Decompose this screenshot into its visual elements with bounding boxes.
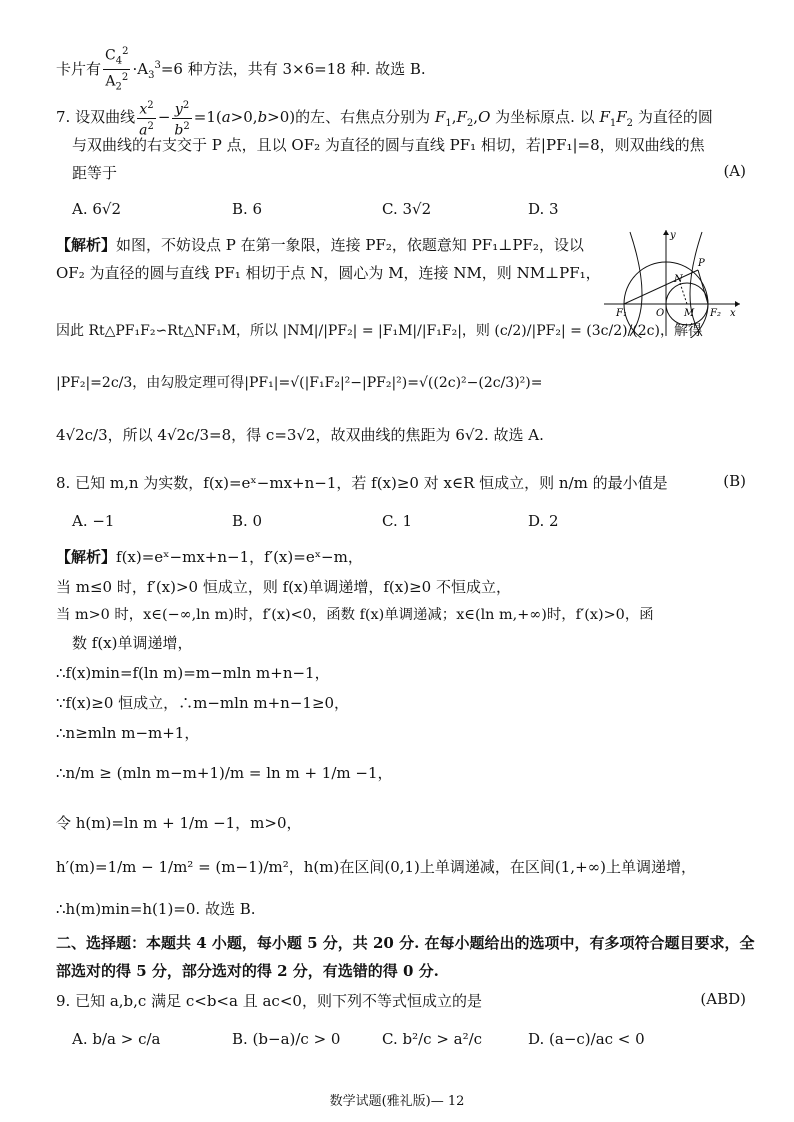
q7-stem-line1: 7. 设双曲线 $\frac{x^2}{a^2}$ − $\frac{y^2}{b^2}$ =1(a>0,b>0)的左、右焦点分别为 $F_1,F_2,O$ 为坐标原点. 以 $F_1F_2$ 为直径的圆 [56, 100, 713, 139]
q9-option-a: A. b/a > c/a [72, 1030, 161, 1048]
q8-option-a: A. −1 [72, 512, 115, 530]
fig-label-f2: F₂ [710, 308, 721, 319]
q8-solution-line10: h′(m)=1/m − 1/m² = (m−1)/m²，h(m)在区间(0,1)上单调递减，在区间(1,+∞)上单调递增， [56, 858, 696, 876]
q8-option-c: C. 1 [382, 512, 413, 530]
page-footer: 数学试题(雅礼版)— 12 [329, 1094, 465, 1109]
q8-solution-line4: 数 f(x)单调递增， [72, 634, 193, 652]
q9-option-c: C. b²/c > a²/c [382, 1030, 483, 1048]
x-axis-arrow [735, 301, 740, 307]
q7-solution-text1: 如图，不妨设点 P 在第一象限，连接 PF₂，依题意知 PF₁⊥PF₂，设以 [116, 236, 584, 254]
q8-solution-line8: ∴n/m ≥ (mln m−m+1)/m = ln m + 1/m −1， [56, 764, 393, 782]
q9-option-b: B. (b−a)/c > 0 [232, 1030, 341, 1048]
line-nm [680, 283, 687, 304]
fig-label-m: M [684, 308, 695, 319]
q8-solution-line9: 令 h(m)=ln m + 1/m −1，m>0， [56, 814, 302, 832]
q8-solution-label: 【解析】 [56, 548, 117, 566]
carryover-line: 卡片有 $\frac{C_4^2}{A_2^2}$ $\cdot A_3^3=6$ 种方法，共有 3×6=18 种. 故选 B. [56, 46, 426, 93]
section2-instructions-line1: 二、选择题：本题共 4 小题，每小题 5 分，共 20 分. 在每小题给出的选项中，有多项符合题目要求，全 [56, 934, 755, 952]
fig-label-p: P [698, 258, 705, 269]
fig-label-y: y [670, 230, 676, 241]
q8-solution-line11: ∴h(m)min=h(1)=0. 故选 B. [56, 900, 256, 918]
q7-solution-line3: 因此 Rt△PF₁F₂∽Rt△NF₁M，所以 |NM|/|PF₂| = |F₁M|/|F₁F₂|，则 (c/2)/|PF₂| = (3c/2)/(2c)，解得 [56, 323, 702, 339]
q8-stem: 8. 已知 m,n 为实数，f(x)=eˣ−mx+n−1，若 f(x)≥0 对 x∈R 恒成立，则 n/m 的最小值是 [56, 474, 668, 492]
q7-solution-line2: OF₂ 为直径的圆与直线 PF₁ 相切于点 N，圆心为 M，连接 NM，则 NM⊥PF₁， [56, 264, 601, 282]
fig-label-f1: F₁ [616, 308, 627, 319]
hyperbola-figure [604, 226, 744, 342]
hyperbola-left-branch [630, 232, 642, 336]
q8-option-d: D. 2 [528, 512, 559, 530]
q7-solution-line1 [56, 234, 584, 256]
q8-solution-line7: ∴n≥mln m−m+1， [56, 724, 200, 742]
q9-option-d: D. (a−c)/ac < 0 [528, 1030, 645, 1048]
q7-option-c: C. 3√2 [382, 200, 432, 218]
q7-solution-line4: |PF₂|=2c/3，由勾股定理可得|PF₁|=√(|F₁F₂|²−|PF₂|²)=√((2c)²−(2c/3)²)= [56, 375, 543, 391]
q8-solution-line2: 当 m≤0 时，f′(x)>0 恒成立，则 f(x)单调递增，f(x)≥0 不恒成立， [56, 578, 511, 596]
fig-label-n: N [674, 274, 683, 285]
q7-answer: (A) [723, 162, 746, 180]
section2-instructions-line2: 部选对的得 5 分，部分选对的得 2 分，有选错的得 0 分. [56, 962, 439, 980]
fig-label-x: x [730, 308, 736, 319]
q8-solution-line1 [56, 546, 363, 568]
q7-option-d: D. 3 [528, 200, 559, 218]
q9-stem: 9. 已知 a,b,c 满足 c<b<a 且 ac<0，则下列不等式恒成立的是 [56, 992, 482, 1010]
q8-solution-line5: ∴f(x)min=f(ln m)=m−mln m+n−1， [56, 664, 330, 682]
q8-option-b: B. 0 [232, 512, 263, 530]
q8-solution-text1: f(x)=eˣ−mx+n−1，f′(x)=eˣ−m， [116, 548, 363, 566]
q7-stem-line3: 距等于 [72, 164, 118, 182]
q7-option-b: B. 6 [232, 200, 263, 218]
q8-answer: (B) [723, 472, 746, 490]
y-axis-arrow [663, 230, 669, 235]
q7-stem-line2: 与双曲线的右支交于 P 点，且以 OF₂ 为直径的圆与直线 PF₁ 相切，若|PF₁|=8，则双曲线的焦 [72, 136, 705, 154]
q7-solution-line5: 4√2c/3，所以 4√2c/3=8，得 c=3√2，故双曲线的焦距为 6√2. 故选 A. [56, 426, 544, 444]
q8-solution-line3: 当 m>0 时，x∈(−∞,ln m)时，f′(x)<0，函数 f(x)单调递减；x∈(ln m,+∞)时，f′(x)>0，函 [56, 607, 654, 623]
hyperbola-diagram [604, 226, 744, 338]
q7-option-a: A. 6√2 [72, 200, 122, 218]
q7-solution-label: 【解析】 [56, 236, 117, 254]
q9-answer: (ABD) [700, 990, 746, 1008]
q8-solution-line6: ∵f(x)≥0 恒成立，∴m−mln m+n−1≥0， [56, 694, 350, 712]
fig-label-o: O [656, 308, 665, 319]
